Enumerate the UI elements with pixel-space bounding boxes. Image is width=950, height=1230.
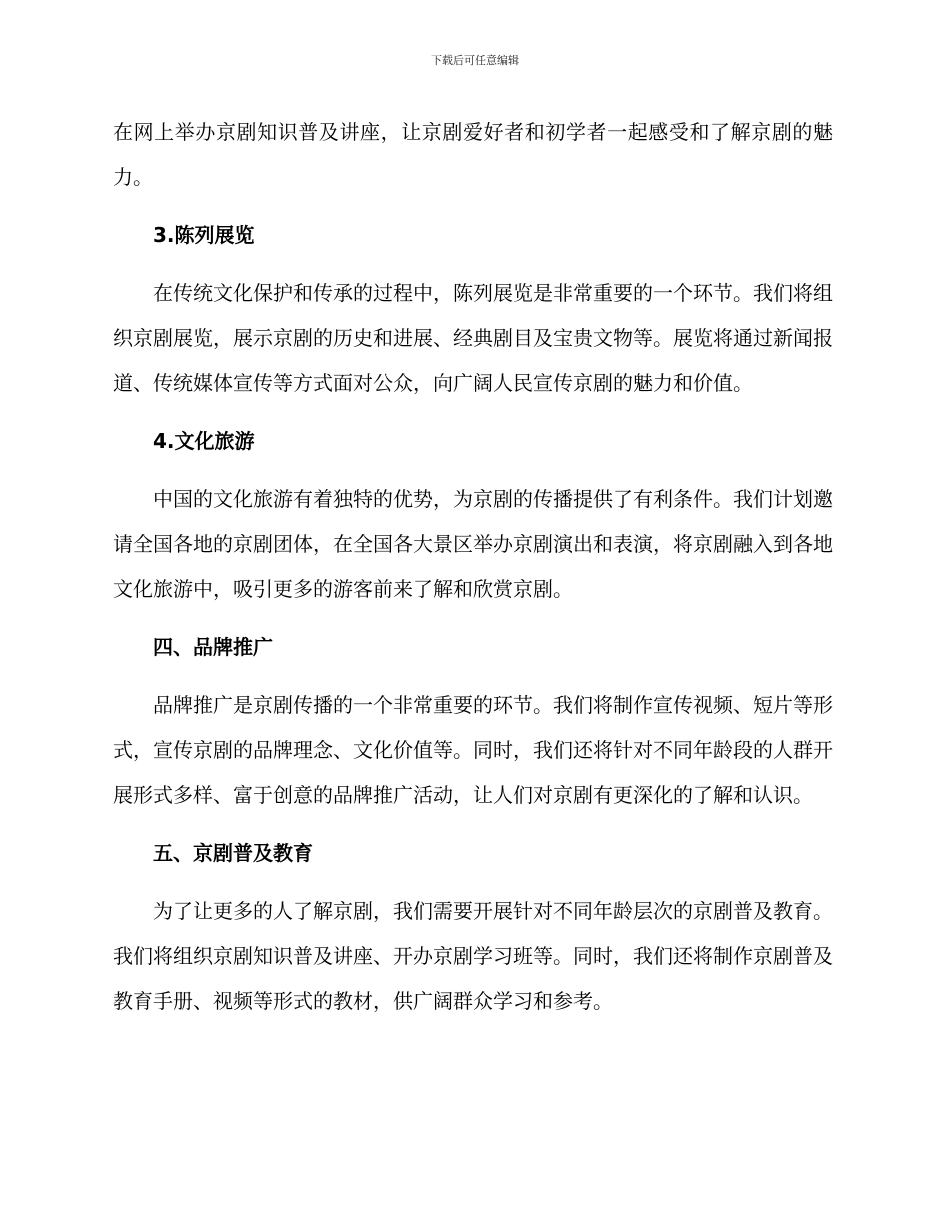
section-heading-brand-promotion: 四、品牌推广 xyxy=(153,635,273,659)
paragraph-cultural-tourism: 中国的文化旅游有着独特的优势，为京剧的传播提供了有利条件。我们计划邀请全国各地的京剧团体，在全国各大景区举办京剧演出和表演，将京剧融入到各地文化旅游中，吸引更多的游客前来了解和欣赏京剧。 xyxy=(113,487,833,601)
page-header: 下载后可任意编辑 xyxy=(431,54,519,67)
section-heading-cultural-tourism: 4.文化旅游 xyxy=(153,429,255,453)
section-heading-opera-education: 五、京剧普及教育 xyxy=(153,841,313,865)
paragraph-brand-promotion: 品牌推广是京剧传播的一个非常重要的环节。我们将制作宣传视频、短片等形式，宣传京剧的品牌理念、文化价值等。同时，我们还将针对不同年龄段的人群开展形式多样、富于创意的品牌推广活动，让人们对京剧有更深化的了解和认识。 xyxy=(113,693,833,807)
paragraph-continuation: 在网上举办京剧知识普及讲座，让京剧爱好者和初学者一起感受和了解京剧的魅力。 xyxy=(113,120,833,189)
section-heading-exhibition: 3.陈列展览 xyxy=(153,223,255,247)
paragraph-exhibition: 在传统文化保护和传承的过程中，陈列展览是非常重要的一个环节。我们将组织京剧展览，展示京剧的历史和进展、经典剧目及宝贵文物等。展览将通过新闻报道、传统媒体宣传等方式面对公众，向广阔人民宣传京剧的魅力和价值。 xyxy=(113,281,833,395)
paragraph-opera-education: 为了让更多的人了解京剧，我们需要开展针对不同年龄层次的京剧普及教育。我们将组织京剧知识普及讲座、开办京剧学习班等。同时，我们还将制作京剧普及教育手册、视频等形式的教材，供广阔群众学习和参考。 xyxy=(113,899,833,1013)
document-body xyxy=(113,110,833,1024)
